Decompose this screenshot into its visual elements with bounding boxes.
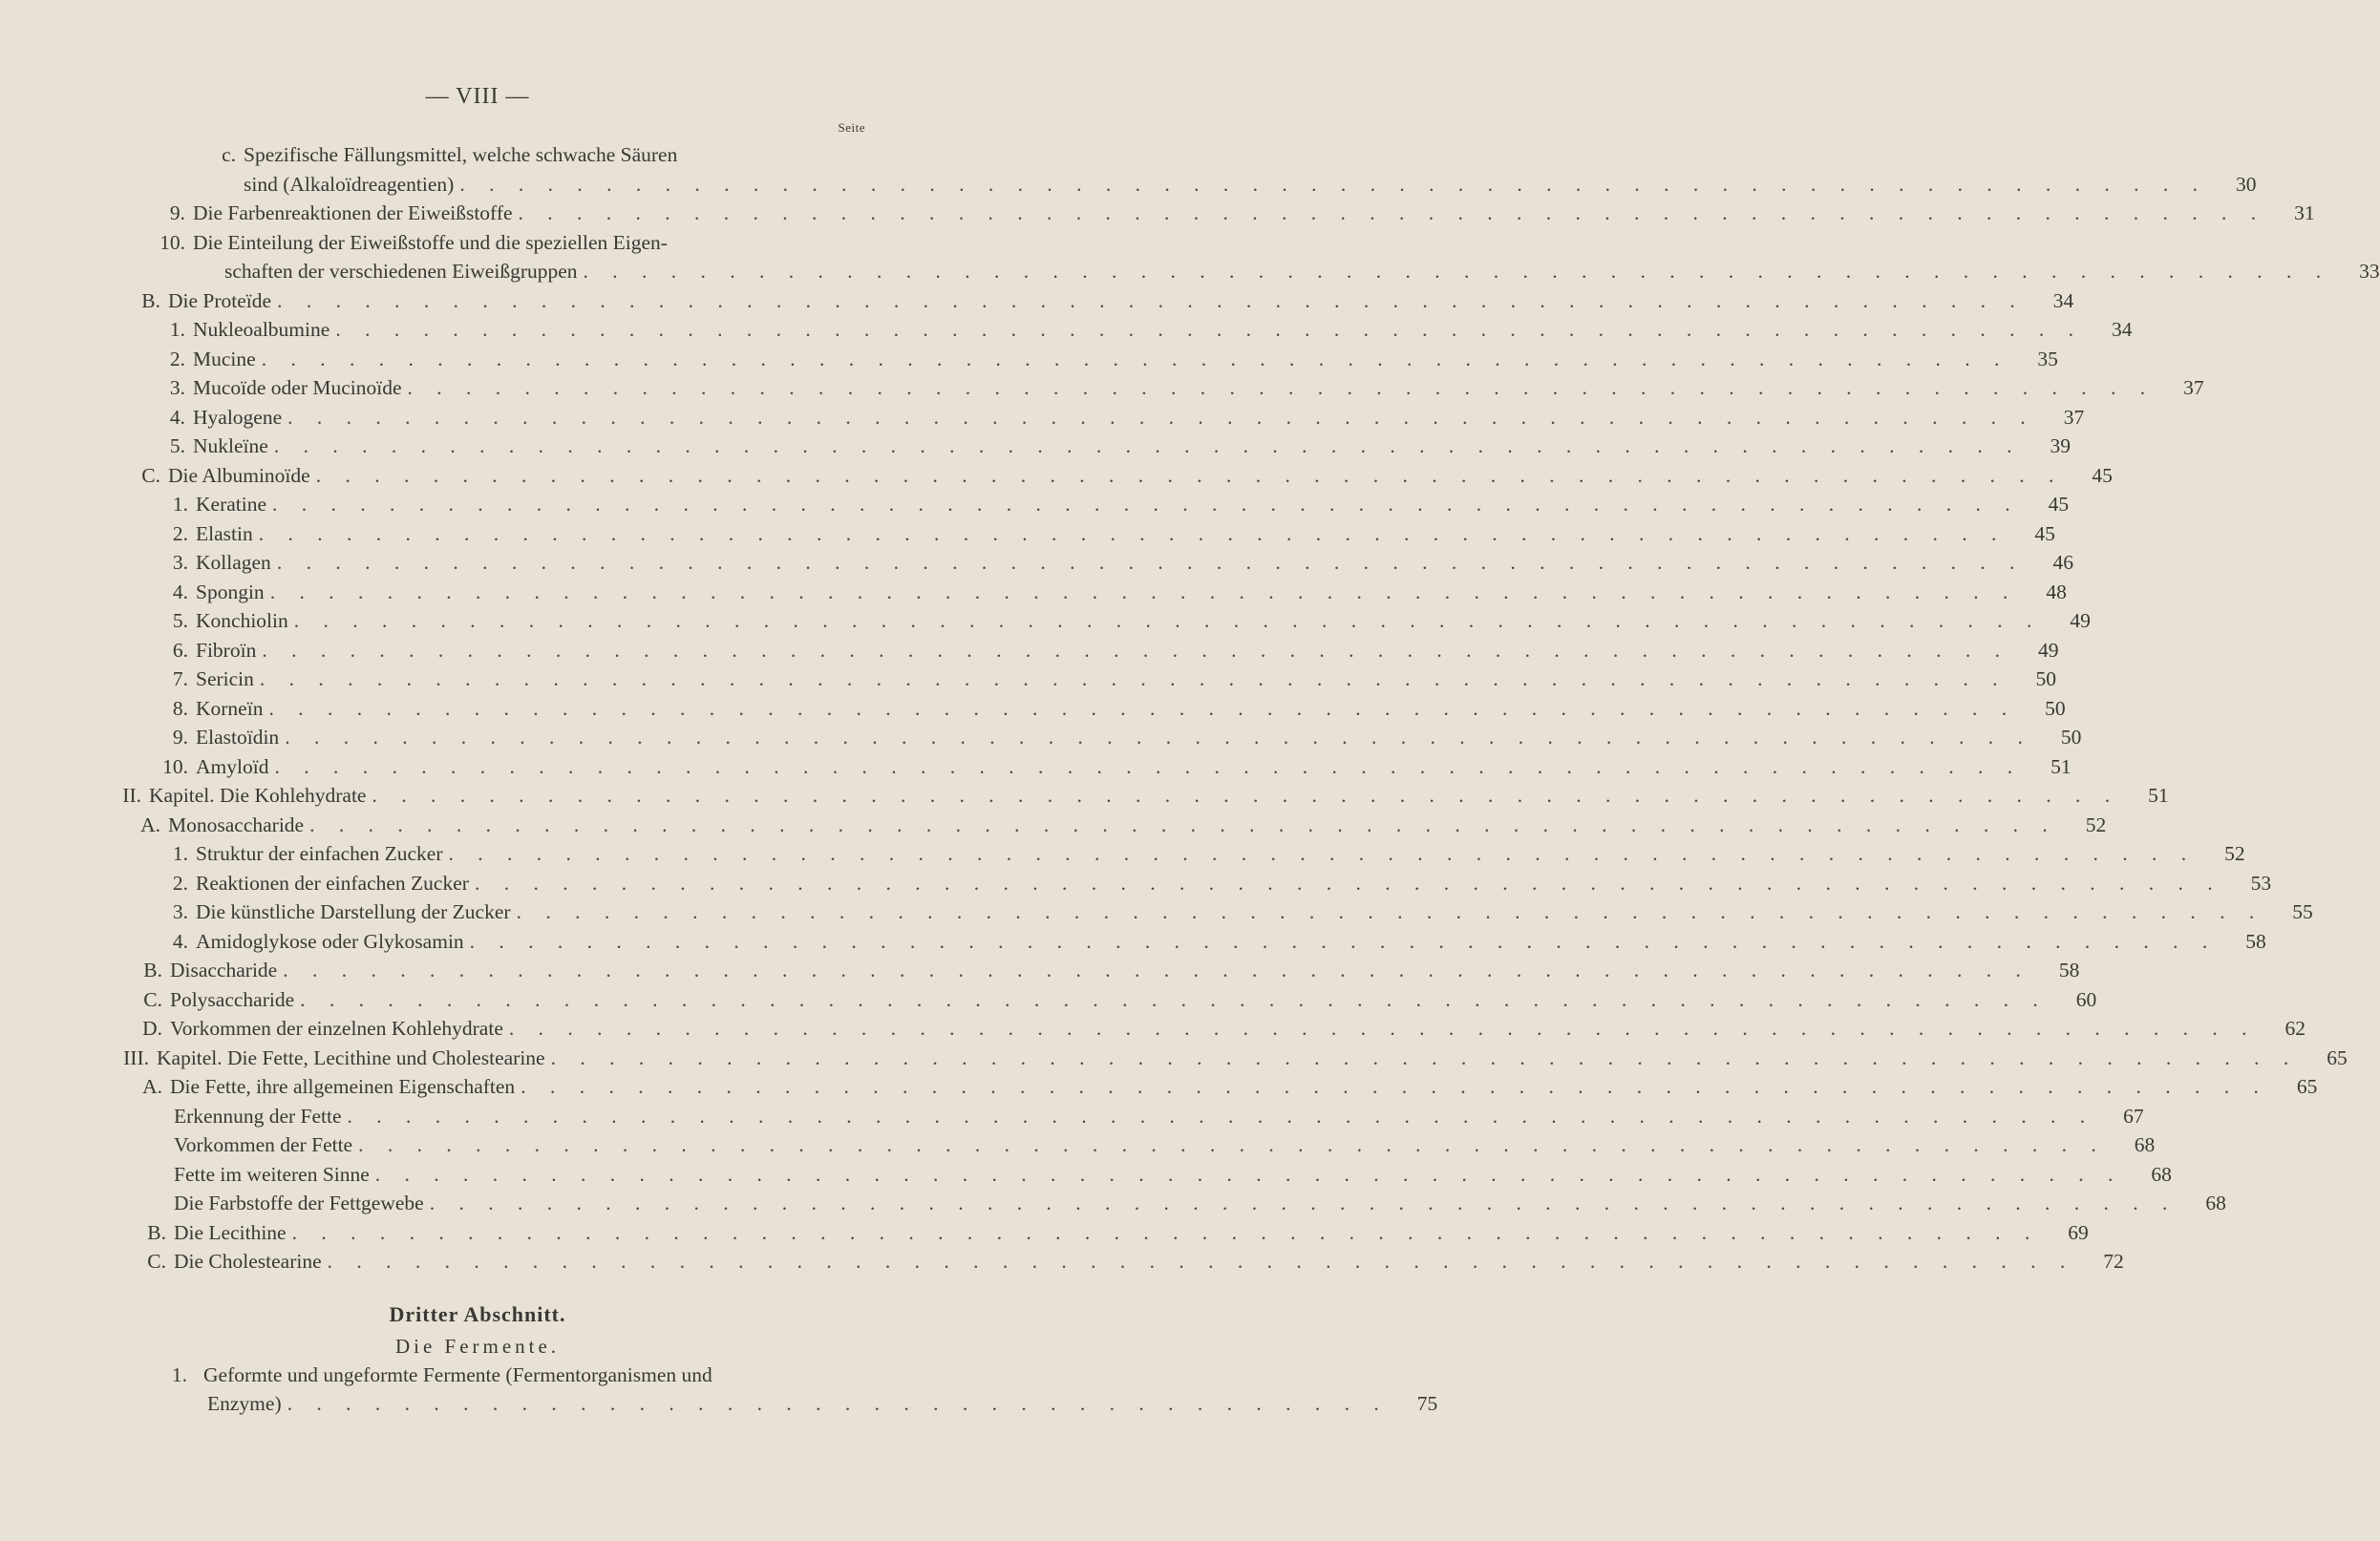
dot-leader: . . . . . . . . . . . . . . . . . . . . . . . . . . . . . . . . . . . . . . [287,1392,1389,1415]
dot-leader: . . . . . . . . . . . . . . . . . . . . . . . . . . . . . . . . . . . . . . . . . . . . . . . . . . . . . . . . . . . . [516,900,2264,923]
toc-entry [0,1072,2318,1102]
toc-entry [0,461,2113,491]
toc-entry-page: 37 [2063,405,2085,429]
toc-entry-number: 1. [169,318,185,341]
toc-entry-number: 3. [172,551,188,574]
toc-entry [0,1044,2348,1073]
toc-entry [0,1247,2124,1277]
toc-entry-page: 37 [2183,376,2204,399]
toc-entry-page: 45 [2092,463,2113,487]
toc-entry-page: 75 [1416,1392,1438,1415]
toc-entry-page: 67 [2123,1104,2144,1128]
toc-entry [0,869,2272,898]
toc-entry-page: 50 [2045,696,2066,720]
toc-entry-page: 50 [2035,667,2057,690]
toc-entry-title: Die Farbstoffe der Fettgewebe [174,1192,424,1214]
toc-entry [0,636,2059,665]
toc-entry-title: Die Fette, ihre allgemeinen Eigenschaften [170,1075,516,1098]
dot-leader: . . . . . . . . . . . . . . . . . . . . . . . . . . . . . . . . . . . . . . . . . . . . . . . . . . . . . . . . . . . . [407,376,2156,399]
toc-entry-number: 7. [172,667,188,690]
toc-entry-title: Die Proteïde [168,288,272,312]
toc-entry-page: 60 [2075,987,2097,1011]
toc-entry [0,170,2257,200]
toc-entry-number: 2. [169,347,185,370]
toc-entry-number: c. [222,143,236,166]
toc-entry [0,578,2067,607]
toc-entry-number: 6. [172,638,188,662]
toc-entry-title: sind (Alkaloïdreagentien) [244,172,455,196]
toc-entry-title: Polysaccharide [170,987,295,1011]
toc-entry-title: Fibroïn [196,638,257,662]
toc-entry-number: III. [123,1045,149,1069]
toc-entry-page: 46 [2052,551,2073,574]
toc-entry-title: Erkennung der Fette [174,1104,342,1128]
toc-entry [0,811,2107,840]
toc-entry-title: Die Lecithine [174,1220,287,1244]
toc-entry [0,140,955,170]
toc-entry [0,897,2313,927]
toc-entry-title: Vorkommen der einzelnen Kohlehydrate [170,1017,503,1040]
toc-entry-number: 10. [159,230,185,254]
dot-leader: . . . . . . . . . . . . . . . . . . . . . . . . . . . . . . . . . . . . . . . . . . . . . . . . . . . . . . . . . . . . [459,172,2207,196]
dot-leader: . . . . . . . . . . . . . . . . . . . . . . . . . . . . . . . . . . . . . . . . . . . . . . . . . . . . . . . . . . . . [550,1045,2299,1069]
toc-entry-number: 1. [171,1363,187,1386]
toc-entry-number: 9. [172,726,188,749]
toc-entry-number: 4. [172,580,188,603]
toc-entry-page: 48 [2046,580,2067,603]
toc-entry-title: Konchiolin [196,609,288,632]
toc-entry-title: Reaktionen der einfachen Zucker [196,871,469,895]
dot-leader: . . . . . . . . . . . . . . . . . . . . . . . . . . . . . . . . . . . . . . . . . . . . . . . . . . . . . . . . . . . . [508,1017,2257,1040]
toc-entry-page: 49 [2037,638,2059,662]
toc-entry-number: 4. [172,929,188,953]
toc-entry-title: Monosaccharide [168,813,305,836]
dot-leader: . . . . . . . . . . . . . . . . . . . . . . . . . . . . . . . . . . . . . . . . . . . . . . . . . . . . . . . . . . . . [469,929,2218,953]
toc-entry-title: Nukleïne [193,434,268,457]
dot-leader: . . . . . . . . . . . . . . . . . . . . . . . . . . . . . . . . . . . . . . . . . . . . . . . . . . . . . . . . . . . . [283,959,2030,982]
toc-entry-title: Hyalogene [193,405,283,429]
toc-entry-title: Struktur der einfachen Zucker [196,842,443,865]
toc-entry-page: 34 [2111,318,2133,341]
dot-leader: . . . . . . . . . . . . . . . . . . . . . . . . . . . . . . . . . . . . . . . . . . . . . . . . . . . . . . . . . . . . [277,288,2025,312]
toc-entry [0,228,955,258]
toc-entry-number: C. [143,987,162,1011]
toc-entry-title: Geformte und ungeformte Fermente (Fermentorganismen und [203,1363,712,1386]
toc-entry-page: 72 [2103,1250,2124,1273]
toc-entry [0,927,2266,957]
dot-leader: . . . . . . . . . . . . . . . . . . . . . . . . . . . . . . . . . . . . . . . . . . . . . . . . . . . . . . . . . . . . [262,638,2009,662]
toc-entry-page: 58 [2245,929,2266,953]
toc-entry-title-continued: Enzyme) [207,1392,282,1415]
dot-leader: . . . . . . . . . . . . . . . . . . . . . . . . . . . . . . . . . . . . . . . . . . . . . . . . . . . . . . . . . . . . [272,493,2020,516]
toc-entry-title: Kollagen [196,551,271,574]
toc-entry-page: 39 [2050,434,2071,457]
dot-leader: . . . . . . . . . . . . . . . . . . . . . . . . . . . . . . . . . . . . . . . . . . . . . . . . . . . . . . . . . . . . [518,201,2266,224]
toc-entry-page: 53 [2250,871,2272,895]
toc-entry [0,1014,2306,1044]
toc-entry [0,548,2073,578]
toc-entry-title: Die Cholestearine [174,1250,322,1273]
toc-entry [0,1130,2156,1160]
toc-entry [0,985,2097,1015]
toc-entry-page: 45 [2048,493,2070,516]
toc-entry [0,839,2245,869]
toc-entry-page: 34 [2052,288,2074,312]
toc-entry [0,606,2091,636]
toc-entry-title: Elastin [196,521,253,545]
toc-entry [0,315,2133,345]
toc-entry-title: Die Einteilung der Eiweißstoffe und die speziellen Eigen- [193,230,668,254]
toc-entry-title: Die Albuminoïde [168,463,310,487]
toc-entry-page: 68 [2205,1192,2226,1214]
toc-entry [0,723,2082,752]
dot-leader: . . . . . . . . . . . . . . . . . . . . . . . . . . . . . . . . . . . . . . . . . . . . . . . . . . . . . . . . . . . . [429,1192,2178,1214]
toc-entry-number: D. [142,1017,162,1040]
toc-entry-title: Spongin [196,580,265,603]
toc-entry-number: C. [141,463,160,487]
toc-entry-number: B. [143,959,162,982]
toc-entry [0,432,2071,461]
dot-leader: . . . . . . . . . . . . . . . . . . . . . . . . . . . . . . . . . . . . . . . . . . . . . . . . . . . . . . . . . . . . [335,318,2083,341]
toc-entry-page: 68 [2134,1133,2156,1156]
toc-entry [0,490,2070,519]
toc-entry-title: Korneïn [196,696,264,720]
toc-entry-number: A. [140,813,160,836]
dot-leader: . . . . . . . . . . . . . . . . . . . . . . . . . . . . . . . . . . . . . . . . . . . . . . . . . . . . . . . . . . . . [327,1250,2075,1273]
toc-entry-title: Mucoïde oder Mucinoïde [193,376,402,399]
toc-entry-page: 68 [2151,1162,2172,1186]
dot-leader: . . . . . . . . . . . . . . . . . . . . . . . . . . . . . . . . . . . . . . . . . . . . . . . . . . . . . . . . . . . . [285,726,2032,749]
toc-entry-page: 58 [2058,959,2080,982]
dot-leader: . . . . . . . . . . . . . . . . . . . . . . . . . . . . . . . . . . . . . . . . . . . . . . . . . . . . . . . . . . . . [315,463,2064,487]
dot-leader: . . . . . . . . . . . . . . . . . . . . . . . . . . . . . . . . . . . . . . . . . . . . . . . . . . . . . . . . . . . . [347,1104,2095,1128]
dot-leader: . . . . . . . . . . . . . . . . . . . . . . . . . . . . . . . . . . . . . . . . . . . . . . . . . . . . . . . . . . . . [583,260,2331,283]
toc-entry-page: 49 [2070,609,2091,632]
toc-entry-page: 69 [2068,1220,2089,1244]
toc-entry-page: 51 [2051,754,2072,778]
toc-entry [0,1160,2172,1190]
toc-entry [0,257,2380,286]
toc-entry [0,752,2072,782]
toc-entry [0,956,2080,985]
toc-entry-title: Kapitel. Die Kohlehydrate [149,784,367,807]
toc-entry-page: 33 [2359,260,2380,283]
toc-entry [0,665,2057,694]
toc-entry-number: B. [147,1220,166,1244]
toc-entry-number: 10. [162,754,188,778]
dot-leader: . . . . . . . . . . . . . . . . . . . . . . . . . . . . . . . . . . . . . . . . . . . . . . . . . . . . . . . . . . . . [287,405,2035,429]
section-title: Dritter Abschnitt. [389,1302,566,1326]
toc-entry-page: 65 [2327,1045,2348,1069]
dot-leader: . . . . . . . . . . . . . . . . . . . . . . . . . . . . . . . . . . . . . . . . . . . . . . . . . . . . . . . . . . . . [521,1075,2268,1098]
dot-leader: . . . . . . . . . . . . . . . . . . . . . . . . . . . . . . . . . . . . . . . . . . . . . . . . . . . . . . . . . . . . [258,521,2007,545]
toc-entry-page: 62 [2284,1017,2306,1040]
dot-leader: . . . . . . . . . . . . . . . . . . . . . . . . . . . . . . . . . . . . . . . . . . . . . . . . . . . . . . . . . . . . [474,871,2222,895]
dot-leader: . . . . . . . . . . . . . . . . . . . . . . . . . . . . . . . . . . . . . . . . . . . . . . . . . . . . . . . . . . . . [300,987,2048,1011]
dot-leader: . . . . . . . . . . . . . . . . . . . . . . . . . . . . . . . . . . . . . . . . . . . . . . . . . . . . . . . . . . . . [273,434,2022,457]
toc-entry-title: Die Farbenreaktionen der Eiweißstoffe [193,201,513,224]
toc-entry [0,694,2066,724]
toc-entry [0,1218,2089,1248]
dot-leader: . . . . . . . . . . . . . . . . . . . . . . . . . . . . . . . . . . . . . . . . . . . . . . . . . . . . . . . . . . . . [372,784,2120,807]
toc-entry-number: 1. [172,842,188,865]
toc-entry [0,199,2315,228]
dot-leader: . . . . . . . . . . . . . . . . . . . . . . . . . . . . . . . . . . . . . . . . . . . . . . . . . . . . . . . . . . . . [269,580,2018,603]
toc-entry-number: 1. [172,493,188,516]
toc-entry-number: 5. [172,609,188,632]
toc-entry-number: 5. [169,434,185,457]
toc-entry-page: 65 [2296,1075,2318,1098]
toc-entry-title: Disaccharide [170,959,278,982]
toc-entry-number: 3. [172,900,188,923]
toc-entry-number: 4. [169,405,185,429]
toc-entry-page: 30 [2235,172,2257,196]
toc-entry-title: Fette im weiteren Sinne [174,1162,370,1186]
toc-entry-page: 50 [2060,726,2082,749]
toc-entry-title: Amidoglykose oder Glykosamin [196,929,464,953]
dot-leader: . . . . . . . . . . . . . . . . . . . . . . . . . . . . . . . . . . . . . . . . . . . . . . . . . . . . . . . . . . . . [276,551,2025,574]
toc-entry-title: Sericin [196,667,254,690]
toc-entry-title: Spezifische Fällungsmittel, welche schwache Säuren [244,143,678,166]
toc-entry [0,519,2055,549]
toc-entry-number: 8. [172,696,188,720]
dot-leader: . . . . . . . . . . . . . . . . . . . . . . . . . . . . . . . . . . . . . . . . . . . . . . . . . . . . . . . . . . . . [268,696,2017,720]
dot-leader: . . . . . . . . . . . . . . . . . . . . . . . . . . . . . . . . . . . . . . . . . . . . . . . . . . . . . . . . . . . . [448,842,2197,865]
toc-entry-page: 45 [2034,521,2055,545]
toc-entry-number: A. [142,1075,162,1098]
toc-entry-number: II. [122,784,141,807]
dot-leader: . . . . . . . . . . . . . . . . . . . . . . . . . . . . . . . . . . . . . . . . . . . . . . . . . . . . . . . . . . . . [293,609,2042,632]
toc-entry [0,1189,2226,1218]
toc-entry-title: Vorkommen der Fette [174,1133,353,1156]
section-subtitle: Die Fermente. [394,1335,561,1358]
toc-entry-page: 31 [2294,201,2315,224]
page-folio: — VIII — [425,84,530,109]
toc-entry [0,781,2169,811]
toc-entry-page: 51 [2148,784,2169,807]
toc-entry-title: Elastoïdin [196,726,280,749]
dot-leader: . . . . . . . . . . . . . . . . . . . . . . . . . . . . . . . . . . . . . . . . . . . . . . . . . . . . . . . . . . . . [309,813,2057,836]
table-of-contents [0,140,2380,1277]
toc-entry-title: Kapitel. Die Fette, Lecithine und Cholestearine [157,1045,545,1069]
dot-leader: . . . . . . . . . . . . . . . . . . . . . . . . . . . . . . . . . . . . . . . . . . . . . . . . . . . . . . . . . . . . [259,667,2008,690]
toc-entry-title: Nukleoalbumine [193,318,330,341]
toc-entry-number: C. [147,1250,166,1273]
toc-entry-title: Amyloïd [196,754,269,778]
toc-entry-page: 52 [2224,842,2245,865]
dot-leader: . . . . . . . . . . . . . . . . . . . . . . . . . . . . . . . . . . . . . . . . . . . . . . . . . . . . . . . . . . . . [274,754,2023,778]
toc-entry-title: Mucine [193,347,256,370]
toc-entry-page: 55 [2292,900,2313,923]
toc-entry-page: 35 [2037,347,2058,370]
toc-entry-page: 52 [2085,813,2107,836]
toc-entry-title: schaften der verschiedenen Eiweißgruppen [224,260,578,283]
seite-column-header: Seite [838,120,865,135]
toc-entry-number: 2. [172,521,188,545]
toc-entry-number: 3. [169,376,185,399]
dot-leader: . . . . . . . . . . . . . . . . . . . . . . . . . . . . . . . . . . . . . . . . . . . . . . . . . . . . . . . . . . . . [291,1220,2040,1244]
dot-leader: . . . . . . . . . . . . . . . . . . . . . . . . . . . . . . . . . . . . . . . . . . . . . . . . . . . . . . . . . . . . [374,1162,2123,1186]
toc-entry-number: 9. [169,201,185,224]
toc-entry [0,373,2204,403]
dot-leader: . . . . . . . . . . . . . . . . . . . . . . . . . . . . . . . . . . . . . . . . . . . . . . . . . . . . . . . . . . . . [358,1133,2106,1156]
toc-entry-title: Keratine [196,493,267,516]
toc-entry-number: B. [141,288,160,312]
toc-entry-number: 2. [172,871,188,895]
dot-leader: . . . . . . . . . . . . . . . . . . . . . . . . . . . . . . . . . . . . . . . . . . . . . . . . . . . . . . . . . . . . [261,347,2009,370]
toc-entry [0,345,2058,374]
toc-entry [0,286,2074,316]
toc-entry-title: Die künstliche Darstellung der Zucker [196,900,511,923]
toc-entry [0,403,2085,433]
toc-entry [0,1102,2144,1131]
